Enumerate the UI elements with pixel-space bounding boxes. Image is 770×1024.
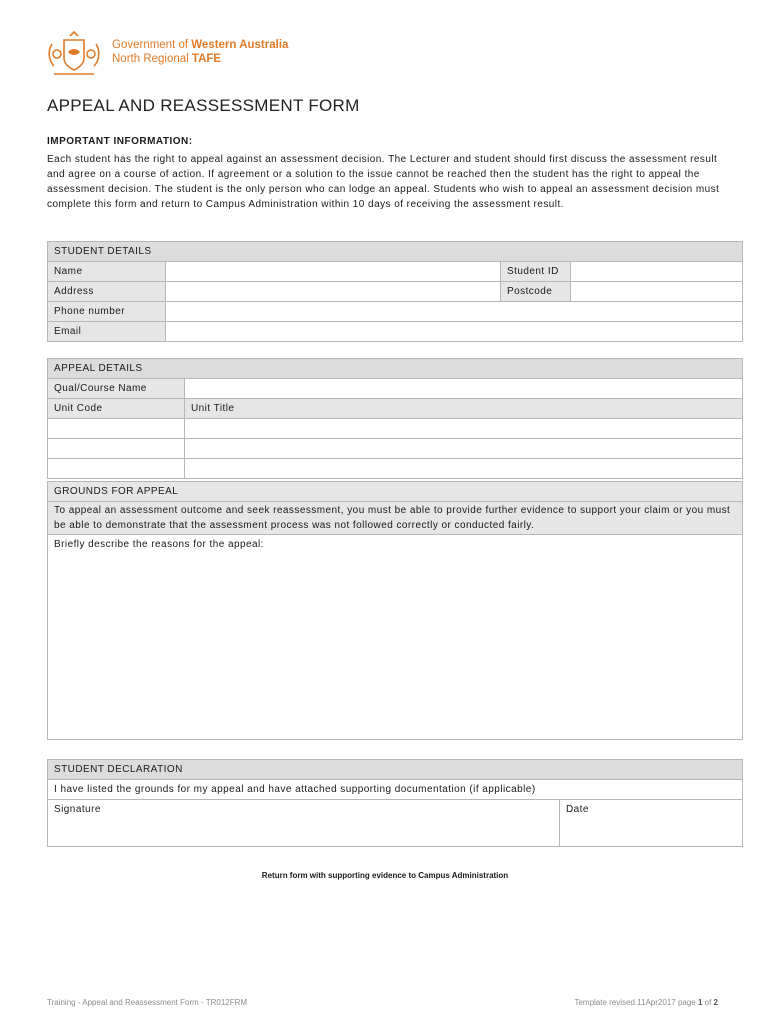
phone-label: Phone number — [48, 302, 166, 322]
postcode-field[interactable] — [571, 282, 743, 302]
name-label: Name — [48, 262, 166, 282]
declaration-table — [47, 759, 743, 847]
org-name: Government of Western Australia North Regional TAFE — [112, 39, 289, 65]
return-note: Return form with supporting evidence to Campus Administration — [261, 871, 509, 880]
unit-code-field[interactable] — [48, 459, 185, 479]
info-paragraph: Each student has the right to appeal against an assessment decision. The Lecturer and student should first discuss the assessment result and agree on a course of action. If agreement or a solution to the issue cannot be reached then the student has the right to appeal the assessment decision. The student is the only person who can lodge an appeal. Students who wish to appeal an assessment decision must complete this form and return to Campus Administration within 10 days of receiving the assessment result. — [47, 154, 720, 210]
unit-title-field[interactable] — [185, 439, 743, 459]
postcode-label: Postcode — [501, 282, 571, 302]
phone-field[interactable] — [166, 302, 743, 322]
signature-label: Signature — [54, 804, 101, 815]
address-field[interactable] — [166, 282, 501, 302]
grounds-instructions: To appeal an assessment outcome and seek reassessment, you must be able to provide further evidence to support your claim or you must be able to demonstrate that the assessment process was not followed correctly or conducted fairly. — [48, 502, 743, 535]
form-title: APPEAL AND REASSESSMENT FORM — [47, 96, 360, 115]
date-label: Date — [566, 804, 589, 815]
footer-page-info: Template revised 11Apr2017 page 1 of 2 — [574, 998, 718, 1007]
name-field[interactable] — [166, 262, 501, 282]
unit-title-label: Unit Title — [185, 399, 743, 419]
grounds-table — [47, 481, 743, 740]
wa-crest-icon — [46, 30, 102, 78]
unit-code-field[interactable] — [48, 439, 185, 459]
qual-course-label: Qual/Course Name — [48, 379, 185, 399]
signature-field[interactable] — [48, 800, 560, 847]
student-id-label: Student ID — [501, 262, 571, 282]
student-details-table — [47, 241, 743, 342]
appeal-details-table — [47, 358, 743, 479]
email-label: Email — [48, 322, 166, 342]
qual-course-field[interactable] — [185, 379, 743, 399]
email-field[interactable] — [166, 322, 743, 342]
student-id-field[interactable] — [571, 262, 743, 282]
unit-title-field[interactable] — [185, 459, 743, 479]
org-logo — [46, 30, 316, 80]
student-details-header: STUDENT DETAILS — [48, 242, 743, 262]
grounds-header: GROUNDS FOR APPEAL — [48, 482, 743, 502]
unit-code-label: Unit Code — [48, 399, 185, 419]
appeal-details-header: APPEAL DETAILS — [48, 359, 743, 379]
info-heading: IMPORTANT INFORMATION: — [47, 136, 193, 147]
address-label: Address — [48, 282, 166, 302]
unit-title-field[interactable] — [185, 419, 743, 439]
footer-doc-name: Training - Appeal and Reassessment Form - TR012FRM — [47, 998, 248, 1007]
declaration-statement: I have listed the grounds for my appeal and have attached supporting documentation (if applicable) — [48, 780, 743, 800]
appeal-reasons-prompt: Briefly describe the reasons for the appeal: — [54, 539, 264, 550]
date-field[interactable] — [560, 800, 743, 847]
declaration-header: STUDENT DECLARATION — [48, 760, 743, 780]
unit-code-field[interactable] — [48, 419, 185, 439]
appeal-reasons-field[interactable] — [48, 535, 743, 740]
